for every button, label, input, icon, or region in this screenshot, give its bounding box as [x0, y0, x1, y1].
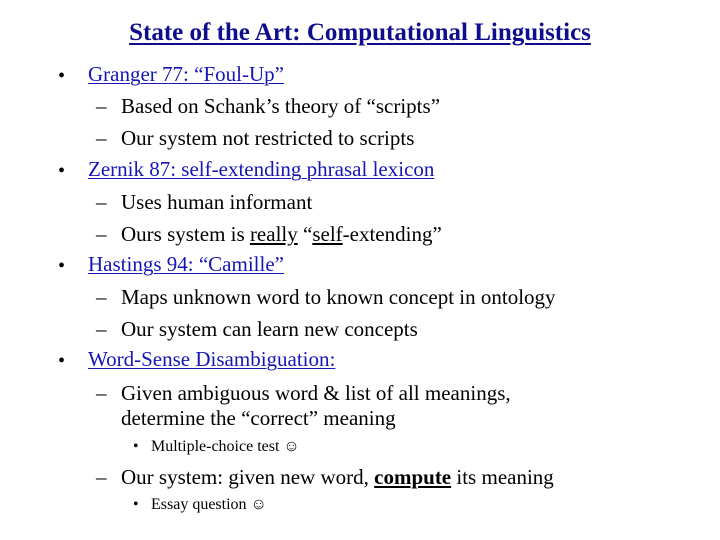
text-run: its meaning: [451, 465, 554, 489]
text-run: Multiple-choice test: [151, 438, 280, 455]
emphasis-compute: compute: [374, 465, 452, 489]
item-hastings: Hastings 94: “Camille”: [88, 252, 284, 276]
subitem-self-extending: [121, 224, 442, 245]
text-run: -extending”: [342, 222, 442, 246]
subitem-schank: Based on Schank’s theory of “scripts”: [121, 94, 441, 118]
dash: –: [96, 465, 107, 489]
bullet: •: [133, 438, 139, 455]
item-zernik: Zernik 87: self-extending phrasal lexicon: [88, 157, 435, 181]
emphasis-self: self: [312, 222, 343, 246]
smiley-icon: ☺: [283, 438, 300, 455]
text-run: Our system: given new word,: [121, 465, 375, 489]
emphasis-really: really: [249, 222, 298, 246]
subitem-correct-meaning: determine the “correct” meaning: [121, 406, 396, 430]
bullet: •: [58, 255, 66, 277]
text-run: “: [297, 222, 313, 246]
dash: –: [96, 190, 107, 214]
dash: –: [96, 94, 107, 118]
dash: –: [96, 222, 107, 246]
text-run: Ours system is: [121, 222, 250, 246]
subitem-not-restricted: Our system not restricted to scripts: [121, 126, 415, 150]
smiley-icon: ☺: [250, 496, 267, 513]
dash: –: [96, 317, 107, 341]
dash: –: [96, 381, 107, 405]
bullet: •: [133, 496, 139, 513]
item-granger: Granger 77: “Foul-Up”: [88, 62, 284, 86]
subitem-human-informant: Uses human informant: [121, 190, 313, 214]
bullet: •: [58, 160, 66, 182]
subitem-ambiguous-word: Given ambiguous word & list of all meanings,: [121, 381, 511, 405]
item-wsd: Word-Sense Disambiguation:: [88, 347, 336, 371]
bullet: •: [58, 65, 66, 87]
subitem-maps-unknown: Maps unknown word to known concept in ontology: [121, 285, 556, 309]
subsubitem-essay: [151, 497, 267, 513]
text-run: Essay question: [151, 496, 247, 513]
dash: –: [96, 126, 107, 150]
page-title: State of the Art: Computational Linguistics: [129, 19, 591, 46]
subitem-compute: [121, 467, 554, 488]
bullet: •: [58, 350, 66, 372]
subsubitem-multiple-choice: [151, 439, 300, 455]
dash: –: [96, 285, 107, 309]
subitem-learn-concepts: Our system can learn new concepts: [121, 317, 418, 341]
